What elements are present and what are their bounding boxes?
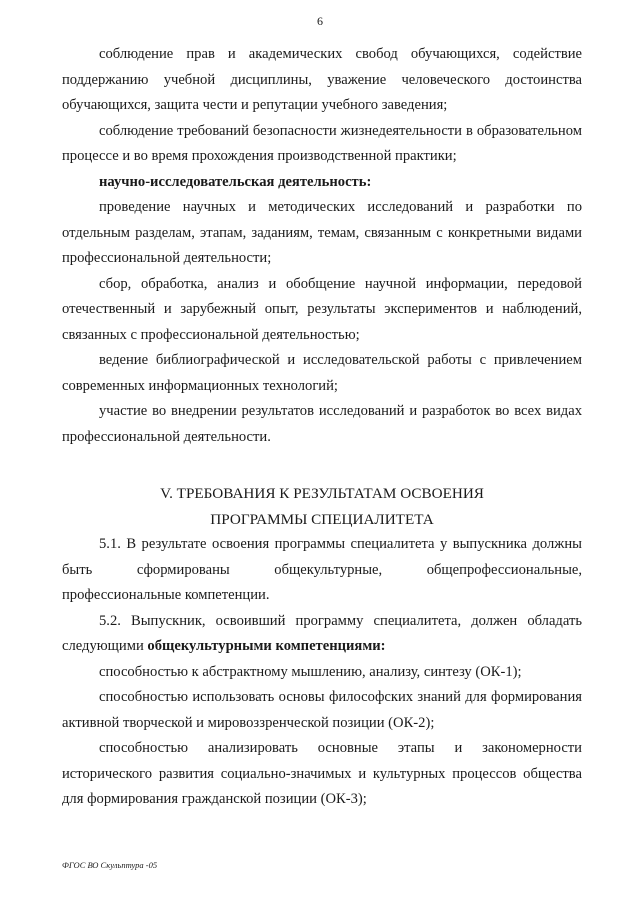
document-body [62,42,582,813]
research-item-bibliography: ведение библиографической и исследовательской работы с привлечением современных информационных технологий; [62,352,582,394]
section-title [62,481,582,532]
competency-ok-3: способностью анализировать основные этапы и закономерности исторического развития социально-значимых и культурных процессов общества для формирования гражданской позиции (ОК-3); [62,740,582,807]
clause-5-2 [62,609,582,660]
research-item-information: сбор, обработка, анализ и обобщение научной информации, передовой отечественный и зарубежный опыт, результаты экспериментов и наблюдений, связанных с профессиональной деятельностью; [62,275,582,343]
research-activity-heading: научно-исследовательская деятельность: [99,173,372,190]
section-title-line-1: V. ТРЕБОВАНИЯ К РЕЗУЛЬТАТАМ ОСВОЕНИЯ [160,485,484,502]
page-footer: ФГОС ВО Скульптура -05 [62,860,158,870]
competency-ok-2: способностью использовать основы философских знаний для формирования активной творческой и мировоззренческой позиции (ОК-2); [62,689,582,731]
page-number: 6 [317,14,323,28]
paragraph-safety-requirements: соблюдение требований безопасности жизнедеятельности в образовательном процессе и во время прохождения производственной практики; [62,122,582,164]
clause-5-2-bold-term: общекультурными компетенциями: [147,638,386,654]
competency-ok-1: способностью к абстрактному мышлению, анализу, синтезу (ОК-1); [99,663,522,680]
clause-5-2-text: 5.2. Выпускник, освоивший программу специалитета, должен обладать следующими [62,612,582,654]
clause-5-1: 5.1. В результате освоения программы специалитета у выпускника должны быть сформированы общекультурные, общепрофессиональные, профессиональные компетенции. [62,536,582,603]
research-item-implementation: участие во внедрении результатов исследований и разработок во всех видах профессиональной деятельности. [62,403,582,445]
paragraph-rights-freedoms: соблюдение прав и академических свобод обучающихся, содействие поддержанию учебной дисциплины, уважение человеческого достоинства обучающихся, защита чести и репутации учебного заведения; [62,46,582,113]
research-item-studies: проведение научных и методических исследований и разработки по отдельным разделам, этапам, заданиям, темам, связанным с конкретными видами профессиональной деятельности; [62,199,582,266]
section-title-line-2: ПРОГРАММЫ СПЕЦИАЛИТЕТА [210,510,434,528]
